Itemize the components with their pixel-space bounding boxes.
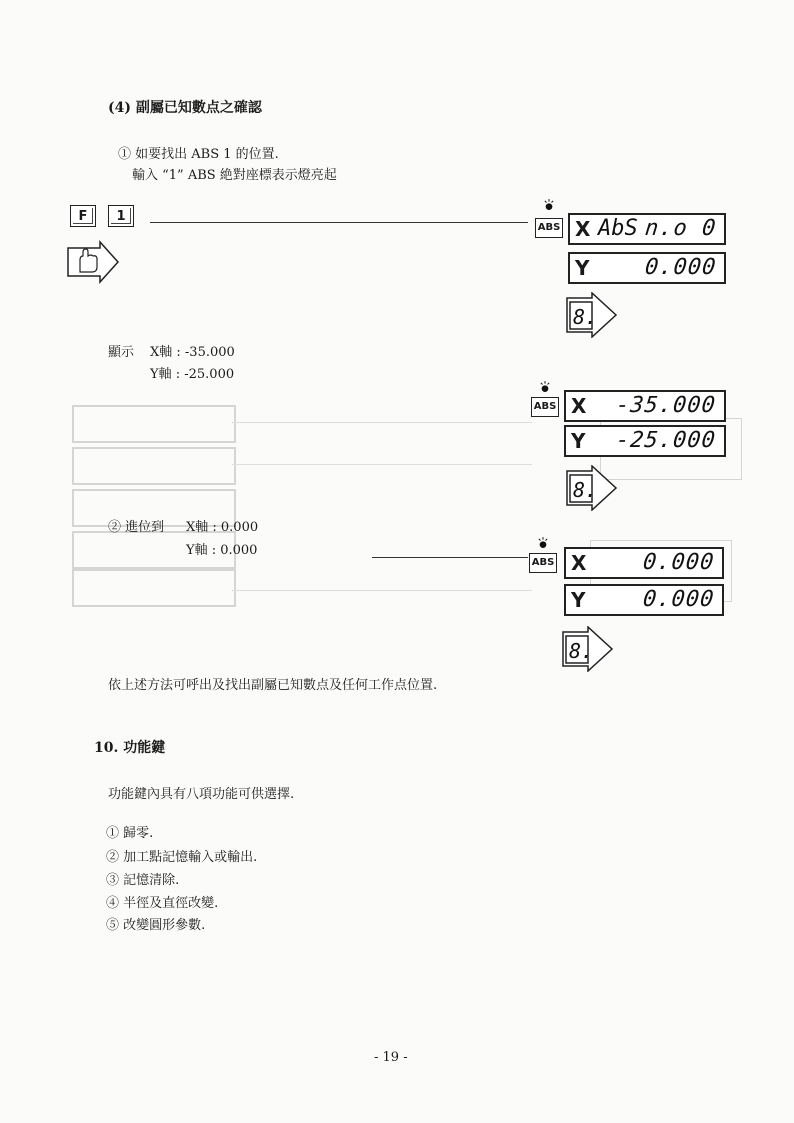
one-key: 1 <box>108 205 134 227</box>
ghost-line <box>232 590 532 591</box>
x-axis-label: X <box>571 551 587 575</box>
ghost-box <box>72 569 236 607</box>
show-label: 顯示 <box>108 345 135 360</box>
summary-text: 依上述方法可呼出及找出副屬已知數点及任何工作点位置. <box>108 678 438 693</box>
item2-label: ② 進位到 <box>108 520 165 535</box>
display-x-row <box>564 547 724 579</box>
ghost-box <box>72 447 236 485</box>
list-item: ① 歸零. <box>106 826 154 841</box>
instruction-line: 輸入 “1” ABS 絶對座標表示燈亮起 <box>132 168 337 183</box>
lamp-icon <box>538 536 548 550</box>
display-y-row <box>564 584 724 616</box>
display-y-row <box>568 252 726 284</box>
hand-arrow-icon <box>66 240 120 284</box>
connector-line <box>150 222 528 223</box>
digit-arrow-icon <box>566 465 618 511</box>
item2-y: Y軸 : 0.000 <box>186 543 258 558</box>
y-axis-label: Y <box>571 588 586 612</box>
section-title: (4) 副屬已知數点之確認 <box>108 100 262 116</box>
y-readout: 0.000 <box>643 255 718 280</box>
connector-line <box>372 557 528 558</box>
f-key: F <box>70 205 96 227</box>
x-readout-right: n.o 0 <box>643 216 718 241</box>
x-axis-label: X <box>575 217 591 241</box>
section-title: 10. 功能鍵 <box>94 740 166 756</box>
y-axis-label: Y <box>571 429 586 453</box>
page-number: - 19 - <box>374 1050 408 1065</box>
digit-arrow-icon <box>562 626 614 672</box>
digit-icon-text: 8. <box>573 478 598 502</box>
lamp-icon <box>540 380 550 394</box>
y-readout: 0.000 <box>641 587 716 612</box>
y-axis-label: Y <box>575 256 590 280</box>
ghost-line <box>232 422 532 423</box>
show-x: X軸 : -35.000 <box>150 345 235 360</box>
x-axis-label: X <box>571 394 587 418</box>
list-item: ③ 記憶清除. <box>106 873 180 888</box>
list-item: ② 加工點記憶輸入或輸出. <box>106 850 258 865</box>
list-item: ④ 半徑及直徑改變. <box>106 896 219 911</box>
digit-icon-text: 8. <box>573 305 598 329</box>
digit-arrow-icon <box>566 292 618 338</box>
x-readout: -35.000 <box>615 393 718 418</box>
section-intro: 功能鍵內具有八項功能可供選擇. <box>108 787 295 802</box>
display-y-row <box>564 425 726 457</box>
abs-indicator: ABS <box>529 553 557 573</box>
abs-indicator: ABS <box>531 397 559 417</box>
display-x-row <box>568 213 726 245</box>
lamp-icon <box>544 198 554 212</box>
instruction-line: ① 如要找出 ABS 1 的位置. <box>118 147 279 162</box>
x-readout-left: AbS <box>598 216 638 241</box>
y-readout: -25.000 <box>615 428 718 453</box>
display-x-row <box>564 390 726 422</box>
ghost-line <box>232 464 532 465</box>
digit-icon-text: 8. <box>569 639 594 663</box>
ghost-box <box>72 405 236 443</box>
list-item: ⑤ 改變圓形參數. <box>106 918 206 933</box>
x-readout: 0.000 <box>641 550 716 575</box>
abs-indicator: ABS <box>535 218 563 238</box>
show-y: Y軸 : -25.000 <box>150 367 235 382</box>
item2-x: X軸 : 0.000 <box>186 520 259 535</box>
